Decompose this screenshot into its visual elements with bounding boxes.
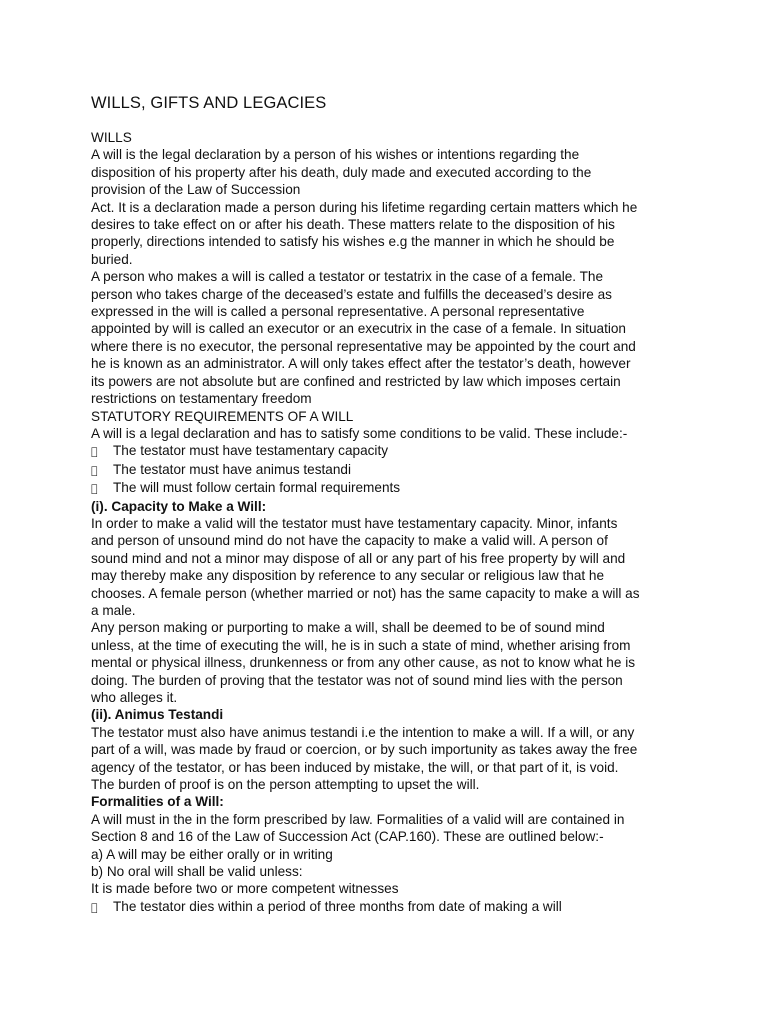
paragraph-line: It is made before two or more competent witnesses xyxy=(91,881,399,897)
paragraph-line: restrictions on testamentary freedom xyxy=(91,391,312,407)
bullet-text: The will must follow certain formal requirements xyxy=(113,480,401,496)
paragraph-line: doing. The burden of proving that the testator was not of sound mind lies with the person xyxy=(91,672,623,688)
paragraph-line: desires to take effect on or after his death. These matters relate to the disposition of his xyxy=(91,217,615,233)
paragraph-line: provision of the Law of Succession xyxy=(91,182,301,198)
paragraph-line: A will is a legal declaration and has to satisfy some conditions to be valid. These include:- xyxy=(91,425,628,441)
paragraph-line: A will must in the in the form prescribed by law. Formalities of a valid will are contained in xyxy=(91,811,625,827)
paragraph-line: A person who makes a will is called a testator or testatrix in the case of a female. The xyxy=(91,269,604,285)
paragraph-line: appointed by will is called an executor or an executrix in the case of a female. In situation xyxy=(91,321,626,337)
paragraph-line: a) A will may be either orally or in writing xyxy=(91,846,333,862)
paragraph-line: agency of the testator, or has been induced by mistake, the will, or that part of it, is void. xyxy=(91,759,619,775)
paragraph-line: unless, at the time of executing the will, he is in such a state of mind, whether arising from xyxy=(91,637,631,653)
paragraph-line: disposition of his property after his death, duly made and executed according to the xyxy=(91,164,592,180)
paragraph-line: who alleges it. xyxy=(91,690,178,705)
paragraph-line: Section 8 and 16 of the Law of Succession Act (CAP.160). These are outlined below:- xyxy=(91,829,604,845)
paragraph-line: The burden of proof is on the person attempting to upset the will. xyxy=(91,777,480,793)
subheading: (ii). Animus Testandi xyxy=(91,707,224,723)
bullet-text: The testator dies within a period of three months from date of making a will xyxy=(113,898,562,914)
paragraph-line: may thereby make any disposition by reference to any secular or religious law that he xyxy=(91,568,605,584)
bullet-glyph-icon xyxy=(91,900,95,914)
paragraph-line: person who takes charge of the deceased’s estate and fulfills the deceased’s desire as xyxy=(91,286,612,302)
bullet-text: The testator must have animus testandi xyxy=(113,461,352,477)
subheading: (i). Capacity to Make a Will: xyxy=(91,498,267,514)
bullet-item xyxy=(91,442,684,460)
heading: STATUTORY REQUIREMENTS OF A WILL xyxy=(91,408,354,424)
paragraph-line: properly, directions intended to satisfy his wishes e.g the manner in which he should be xyxy=(91,234,615,250)
paragraph-line: b) No oral will shall be valid unless: xyxy=(91,864,303,880)
paragraph-line: expressed in the will is called a personal representative. A personal representative xyxy=(91,304,585,320)
paragraph-line: where there is no executor, the personal representative may be appointed by the court and xyxy=(91,338,636,354)
paragraph-line: and person of unsound mind do not have the capacity to make a valid will. A person of xyxy=(91,533,608,549)
paragraph-line: In order to make a valid will the testator must have testamentary capacity. Minor, infants xyxy=(91,515,618,531)
paragraph-line: chooses. A female person (whether married or not) has the same capacity to make a will as xyxy=(91,585,640,601)
bullet-glyph-icon xyxy=(91,482,95,496)
heading: WILLS xyxy=(91,130,132,145)
subheading: Formalities of a Will: xyxy=(91,794,224,810)
bullet-glyph-icon xyxy=(91,445,95,459)
bullet-item xyxy=(91,479,684,497)
paragraph-line: its powers are not absolute but are confined and restricted by law which imposes certain xyxy=(91,373,621,389)
paragraph-line: A will is the legal declaration by a person of his wishes or intentions regarding the xyxy=(91,147,580,163)
bullet-item xyxy=(91,461,684,479)
document-title: WILLS, GIFTS AND LEGACIES xyxy=(91,94,327,112)
bullet-glyph-icon xyxy=(91,463,95,477)
paragraph-line: The testator must also have animus testandi i.e the intention to make a will. If a will, or any xyxy=(91,724,635,740)
paragraph-line: sound mind and not a minor may dispose of all or any part of his free property by will and xyxy=(91,550,626,566)
paragraph-line: part of a will, was made by fraud or coercion, or by such importunity as takes away the free xyxy=(91,742,638,758)
bullet-text: The testator must have testamentary capacity xyxy=(113,443,389,459)
paragraph-line: Any person making or purporting to make a will, shall be deemed to be of sound mind xyxy=(91,620,605,636)
bullet-item xyxy=(91,898,684,916)
paragraph-line: mental or physical illness, drunkenness or from any other cause, as not to know what he is xyxy=(91,655,636,671)
paragraph-line: a male. xyxy=(91,602,136,618)
paragraph-line: Act. It is a declaration made a person during his lifetime regarding certain matters which he xyxy=(91,199,638,215)
paragraph-line: he is known as an administrator. A will only takes effect after the testator’s death, however xyxy=(91,356,631,372)
paragraph-line: buried. xyxy=(91,251,133,267)
document-body xyxy=(91,129,684,916)
